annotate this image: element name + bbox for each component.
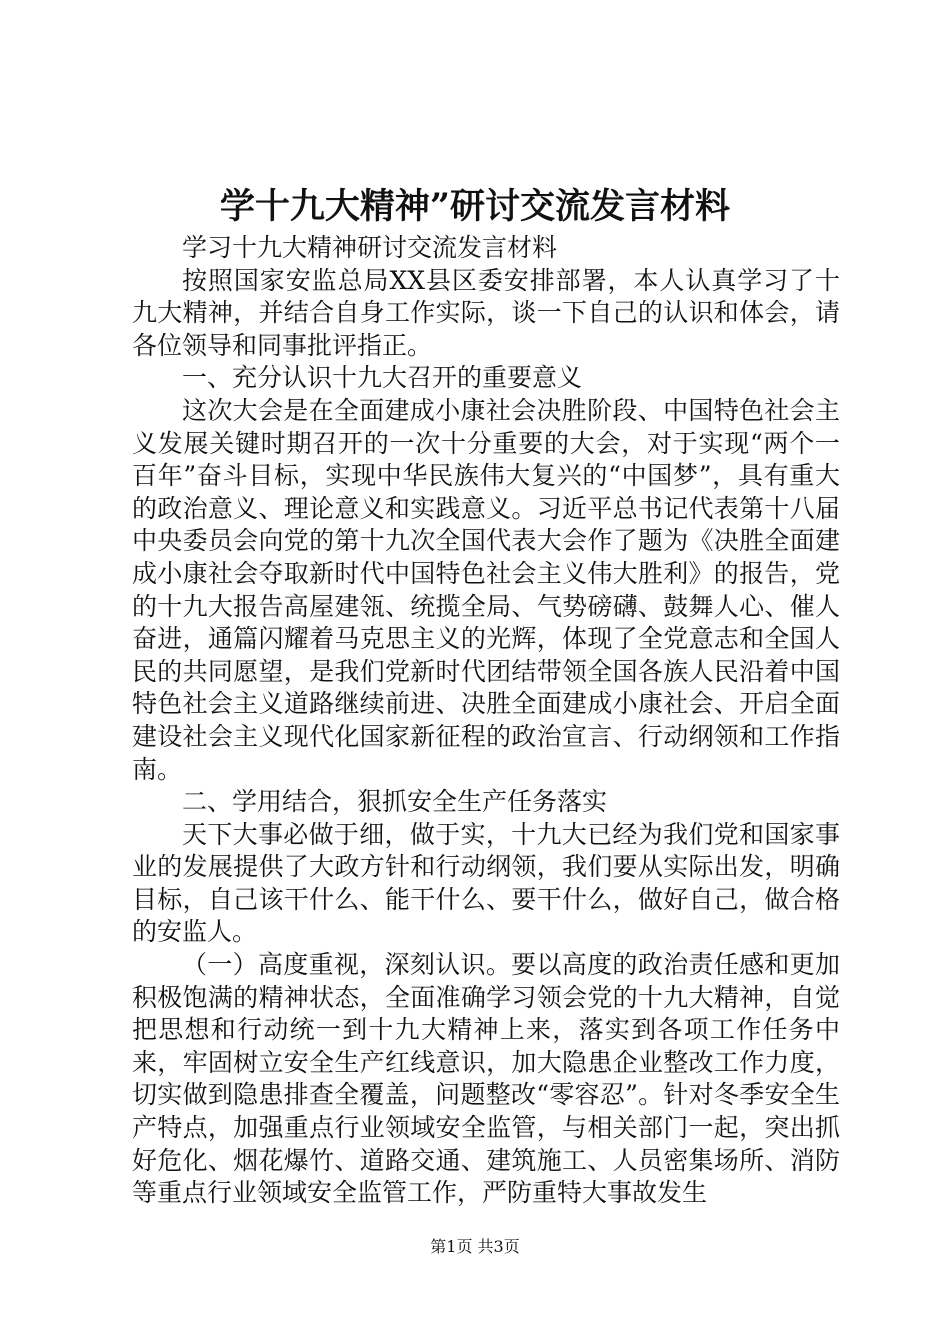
document-body [132, 232, 840, 1210]
paragraph-subsection-1: （一）高度重视，深刻认识。要以高度的政治责任感和更加积极饱满的精神状态，全面准确学习领会党的十九大精神，自觉把思想和行动统一到十九大精神上来，落实到各项工作任务中来，牢固树立安全生产红线意识，加大隐患企业整改工作力度，切实做到隐患排查全覆盖，问题整改“零容忍”。针对冬季安全生产特点，加强重点行业领域安全监管，与相关部门一起，突出抓好危化、烟花爆竹、道路交通、建筑施工、人员密集场所、消防等重点行业领域安全监管工作，严防重特大事故发生 [132, 950, 840, 1208]
page-number-footer: 第1页 共3页 [430, 1237, 520, 1256]
paragraph-intro: 按照国家安监总局XX县区委安排部署，本人认真学习了十九大精神，并结合自身工作实际，谈一下自己的认识和体会，请各位领导和同事批评指正。 [132, 265, 840, 360]
section-heading-1: 一、充分认识十九大召开的重要意义 [182, 363, 583, 393]
paragraph-subtitle: 学习十九大精神研讨交流发言材料 [182, 233, 558, 262]
paragraph-section-1: 这次大会是在全面建成小康社会决胜阶段、中国特色社会主义发展关键时期召开的一次十分重要的大会，对于实现“两个一百年”奋斗目标，实现中华民族伟大复兴的“中国梦”，具有重大的政治意义、理论意义和实践意义。习近平总书记代表第十八届中央委员会向党的第十九次全国代表大会作了题为《决胜全面建成小康社会夺取新时代中国特色社会主义伟大胜利》的报告，党的十九大报告高屋建瓴、统揽全局、气势磅礴、鼓舞人心、催人奋进，通篇闪耀着马克思主义的光辉，体现了全党意志和全国人民的共同愿望，是我们党新时代团结带领全国各族人民沿着中国特色社会主义道路继续前进、决胜全面建成小康社会、开启全面建设社会主义现代化国家新征程的政治宣言、行动纲领和工作指南。 [132, 395, 840, 784]
document-title: 学十九大精神”研讨交流发言材料 [219, 186, 731, 227]
paragraph-section-2: 天下大事必做于细，做于实，十九大已经为我们党和国家事业的发展提供了大政方针和行动纲领，我们要从实际出发，明确目标，自己该干什么、能干什么、要干什么，做好自己，做合格的安监人。 [132, 819, 840, 947]
section-heading-2: 二、学用结合，狠抓安全生产任务落实 [182, 787, 608, 817]
